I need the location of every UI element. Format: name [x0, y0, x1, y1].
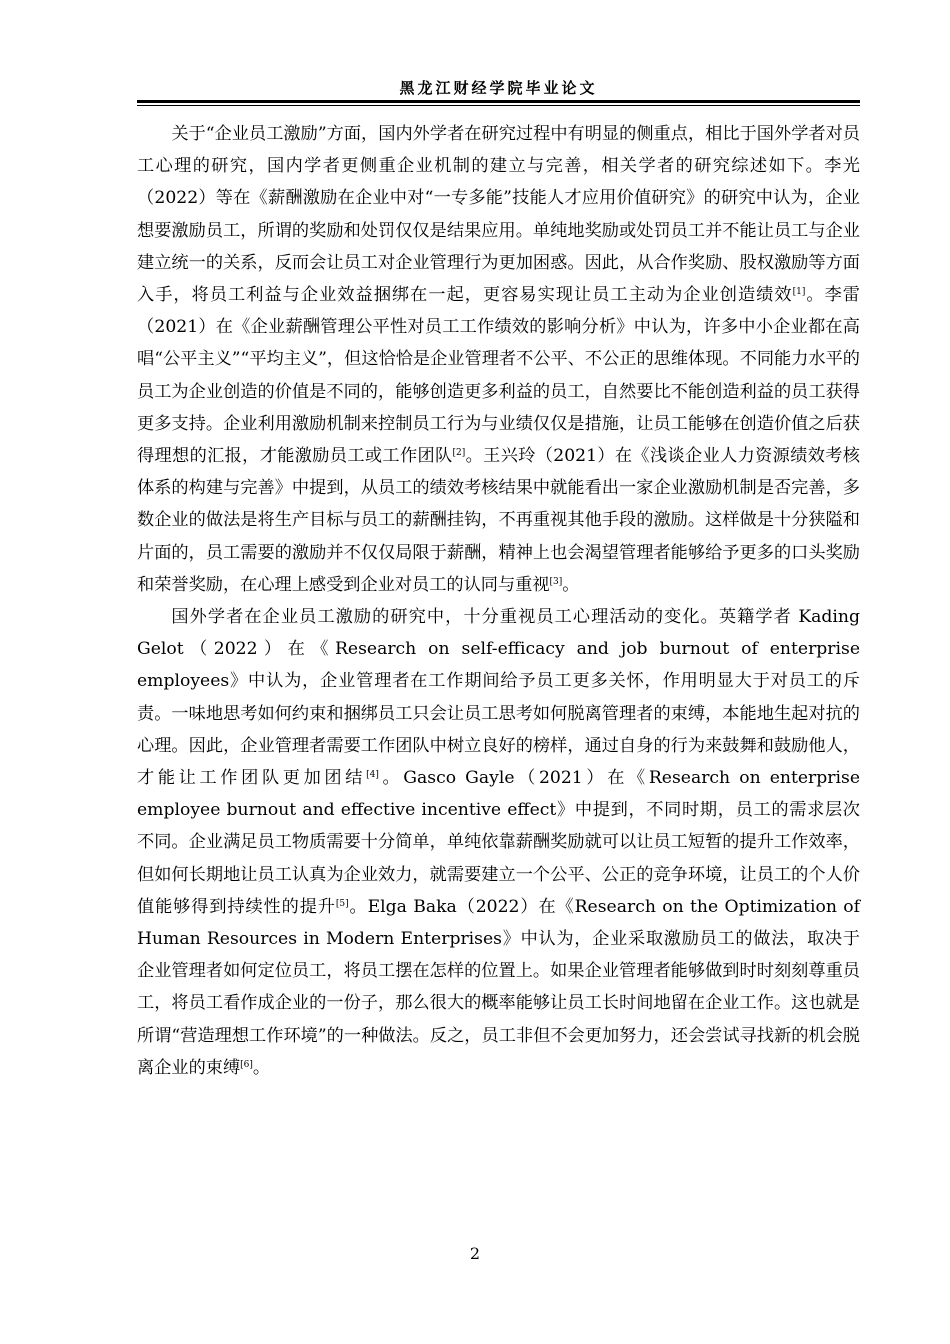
header-rule-thick — [137, 100, 860, 103]
text-run: 。 — [562, 574, 580, 595]
page-number: 2 — [469, 1244, 481, 1263]
header-rule-thin — [137, 105, 860, 106]
text-run: 。 — [252, 1057, 271, 1078]
text-run: 。Gasco Gayle（2021）在《Research on enterprise employee burnout and effective incentive effect》中提到，不同时期，员工的需求层次不同。企业满足员工物质需要十分简单，单纯依靠薪酬奖励就可以让员工短暂的提升工作效率，但如何长期地让员工认真为企业效力，就需要建立一个公平、公正的竞争环境，让员工的个人价值能够得到持续性的提升 — [137, 768, 860, 917]
paragraph-domestic-research — [137, 118, 860, 601]
text-run: 国外学者在企业员工激励的研究中，十分重视员工心理活动的变化。英籍学者 Kading Gelot（2022）在《Research on self-efficacy and job burnout of enterprise employees》中认为，企业管理者在工作期间给予员工更多关怀，作用明显大于对员工的斥责。一味地思考如何约束和捆绑员工只会让员工思考如何脱离管理者的束缚，本能地生起对抗的心理。因此，企业管理者需要工作团队中树立良好的榜样，通过自身的行为来鼓舞和鼓励他人，才能让工作团队更加团结 — [137, 607, 860, 789]
page-header-title: 黑龙江财经学院毕业论文 — [399, 79, 598, 97]
text-run: 。王兴玲（2021）在《浅谈企业人力资源绩效考核体系的构建与完善》中提到，从员工的绩效考核结果中就能看出一家企业激励机制是否完善，多数企业的做法是将生产目标与员工的薪酬挂钩，不再重视其他手段的激励。这样做是十分狭隘和片面的，员工需要的激励并不仅仅局限于薪酬，精神上也会渴望管理者能够给予更多的口头奖励和荣誉奖励，在心理上感受到企业对员工的认同与重视 — [137, 446, 860, 595]
paragraph-foreign-research — [137, 601, 860, 1084]
text-run: 。李雷（2021）在《企业薪酬管理公平性对员工工作绩效的影响分析》中认为，许多中小企业都在高唱“公平主义”“平均主义”，但这恰恰是企业管理者不公平、不公正的思维体现。不同能力水平的员工为企业创造的价值是不同的，能够创造更多利益的员工，自然要比不能创造利益的员工获得更多支持。企业利用激励机制来控制员工行为与业绩仅仅是措施，让员工能够在创造价值之后获得理想的汇报，才能激励员工或工作团队 — [137, 285, 860, 467]
citation-3: [3] — [549, 576, 563, 587]
citation-6: [6] — [240, 1059, 253, 1070]
text-run: 。Elga Baka（2022）在《Research on the Optimization of Human Resources in Modern Enterprises》中认为，企业采取激励员工的做法，取决于企业管理者如何定位员工，将员工摆在怎样的位置上。如果企业管理者能够做到时时刻刻尊重员工，将员工看作成企业的一份子，那么很大的概率能够让员工长时间地留在企业工作。这也就是所谓“营造理想工作环境”的一种做法。反之，员工非但不会更加努力，还会尝试寻找新的机会脱离企业的束缚 — [137, 896, 860, 1078]
text-run: 关于“企业员工激励”方面，国内外学者在研究过程中有明显的侧重点，相比于国外学者对员工心理的研究，国内学者更侧重企业机制的建立与完善，相关学者的研究综述如下。李光（2022）等在《薪酬激励在企业中对“一专多能”技能人才应用价值研究》的研究中认为，企业想要激励员工，所谓的奖励和处罚仅仅是结果应用。单纯地奖励或处罚员工并不能让员工与企业建立统一的关系，反而会让员工对企业管理行为更加困惑。因此，从合作奖励、股权激励等方面入手，将员工利益与企业效益捆绑在一起，更容易实现让员工主动为企业创造绩效 — [137, 124, 860, 306]
body-text — [137, 118, 860, 1084]
citation-5: [5] — [335, 898, 349, 909]
citation-1: [1] — [792, 287, 806, 298]
citation-2: [2] — [452, 448, 466, 459]
citation-4: [4] — [366, 770, 379, 781]
